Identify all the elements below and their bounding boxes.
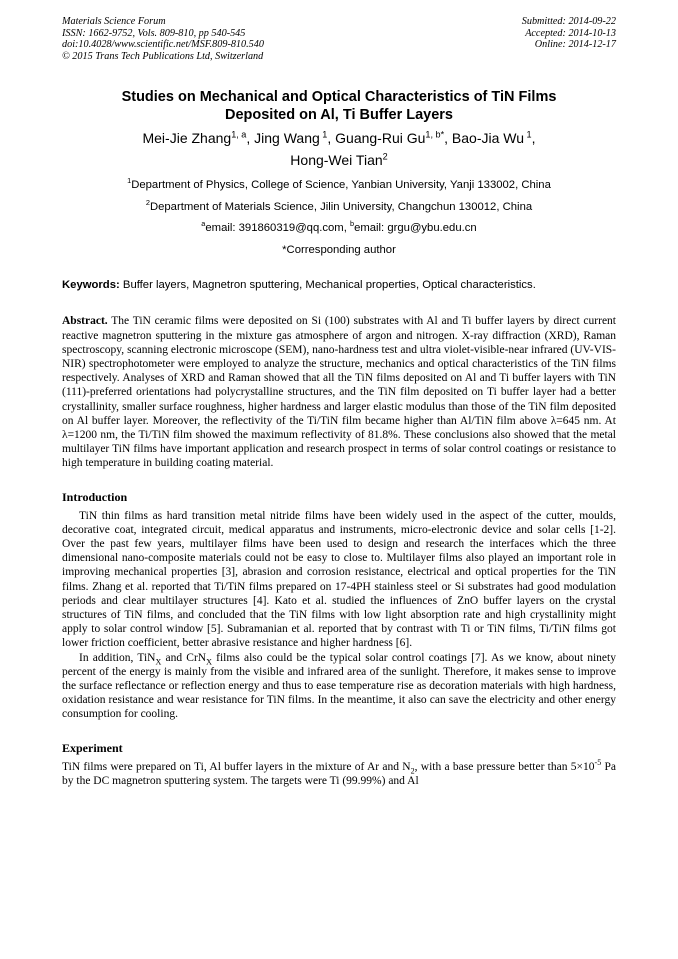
accepted-date: Accepted: 2014-10-13 <box>525 27 616 39</box>
author-list <box>62 127 616 171</box>
author-affiliation-mark: 1 <box>319 129 328 140</box>
affiliation-1: $^1$Department of Physics, College of Science, Yanbian University, Yanji 133002, China <box>127 176 551 192</box>
issn-line: ISSN: 1662-9752, Vols. 809-810, pp 540-545 <box>62 27 246 39</box>
abstract-text: The TiN ceramic films were deposited on Si (100) substrates with Al and Ti buffer layers by direct current reactive magnetron sputtering in the mixture gas atmosphere of argon and nitrogen. X-ray diffraction (XRD), Raman spectroscopy, scanning electronic microscope (SEM), nano-hardness test and ultra violet-visible-near infrared (UV-VIS-NIR) spectrophotometer were employed to analyze the structure, mechanics and optical characteristics of the TiN films respectively. Analyses of XRD and Raman showed that all the TiN films deposited on Al and Ti buffer layers with TiN (111)-preferred orientations had polycrystalline structures, and the TiN film deposited on Ti buffer layer had a better crystallinity, smaller surface roughness, higher hardness and larger elastic modulus than those of the TiN film deposited on Al buffer layer. Moreover, the reflectivity of the Ti/TiN film became higher than Al/TiN film above λ=645 nm. At λ=1200 nm, the Ti/TiN film showed the maximum reflectivity of 81.8%. These conclusions also showed that the metal multilayer TiN films have important application and research prospect in terms of solar control coatings or resistance to high temperature in building coating material. <box>62 315 616 470</box>
introduction-paragraph-1: TiN thin films as hard transition metal nitride films have been widely used in the aspect of the cutter, moulds, decorative coat, integrated circuit, medical apparatus and instruments, micro-electronic device and solar cells [1-2]. Over the past few years, multilayer films have been used to design and research the interfaces which the three dimensional nano-composite materials could not be easy to close to. Multilayer films also played an important role in improving mechanical properties [3], abrasion and corrosion resistance, electrical and optical properties for the TiN films. Zhang et al. reported that Ti/TiN films prepared on 17-4PH stainless steel or Si substrates had good modulation periods and clear multilayer structures [4]. Kato et al. studied the influences of ZnO buffer layers on the crystal structures of TiN films, and concluded that the TiN films with low light absorption rate and high crystallinity might apply to solar control window [5]. Subramanian et al. reported that by contrast with Ti or TiN films, Ti/TiN films got lower friction coefficient, better abrasive resistance and higher hardness [6]. <box>62 509 616 650</box>
author-name: Hong-Wei Tian <box>290 152 383 169</box>
author-separator: , <box>444 130 452 147</box>
author-affiliation-mark: 1, b* <box>425 129 445 140</box>
online-date: Online: 2014-12-17 <box>534 39 616 51</box>
keywords <box>62 278 616 293</box>
author-affiliation-mark: 2 <box>382 151 388 162</box>
author-affiliation-mark: 1, a <box>231 129 247 140</box>
email-a: email: 391860319@qq.com, <box>205 222 350 235</box>
experiment-paragraph-1: TiN films were prepared on Ti, Al buffer layers in the mixture of Ar and $N_2$, with a base pressure better than $5\times 10^{-5}$ Pa by the DC magnetron sputtering system. The targets were Ti (99.99%) and Al <box>62 757 617 787</box>
submission-dates <box>522 16 616 62</box>
paper-page <box>62 16 616 788</box>
author-name: Mei-Jie Zhang <box>142 130 232 147</box>
journal-info <box>62 16 264 62</box>
journal-header <box>62 16 616 62</box>
introduction-paragraph-2: In addition, TiN$_X$ and CrN$_X$ films also could be the typical solar control coatings [7]. As we know, about ninety percent of the energy is mainly from the visible and infrared area of the sunlight. Therefore, it makes sense to improve the surface reflectance or reflection energy and thus to ease temperature rise as decoration materials with high hardness, oxidation resistance and wear resistance for TiN films. In the meantime, it also can save the electricity and other energy consumption for cooling. <box>62 651 616 721</box>
author-separator: , <box>246 130 255 147</box>
introduction-heading: Introduction <box>62 489 128 504</box>
abstract <box>62 314 616 470</box>
copyright-line: © 2015 Trans Tech Publications Ltd, Switzerland <box>62 50 264 62</box>
submitted-date: Submitted: 2014-09-22 <box>521 16 616 27</box>
abstract-label: Abstract. <box>62 315 108 328</box>
affiliation-2: $^2$Department of Materials Science, Jilin University, Changchun 130012, China <box>145 198 533 213</box>
author-name: Guang-Rui Gu <box>335 130 426 147</box>
paper-title: Studies on Mechanical and Optical Characteristics of TiN Films Deposited on Al, Ti Buffer Layers <box>121 89 557 124</box>
experiment-heading: Experiment <box>62 740 123 755</box>
author-name: Bao-Jia Wu <box>451 130 525 147</box>
journal-name: Materials Science Forum <box>62 16 166 27</box>
email-b: email: grgu@ybu.edu.cn <box>354 222 477 235</box>
author-separator: , <box>531 130 536 147</box>
corresponding-author-note: *Corresponding author <box>282 243 396 256</box>
author-affiliation-mark: 1 <box>524 129 532 140</box>
author-emails: $^a$email: 391860319@qq.com, $^b$email: grgu@ybu.edu.cn <box>201 219 477 235</box>
author-name: Jing Wang <box>254 130 320 147</box>
author-separator: , <box>327 130 336 147</box>
doi-line: doi:10.4028/www.scientific.net/MSF.809-810.540 <box>62 39 264 51</box>
keywords-label: Keywords: <box>62 279 120 292</box>
keywords-text: Buffer layers, Magnetron sputtering, Mechanical properties, Optical characteristics. <box>119 279 536 292</box>
